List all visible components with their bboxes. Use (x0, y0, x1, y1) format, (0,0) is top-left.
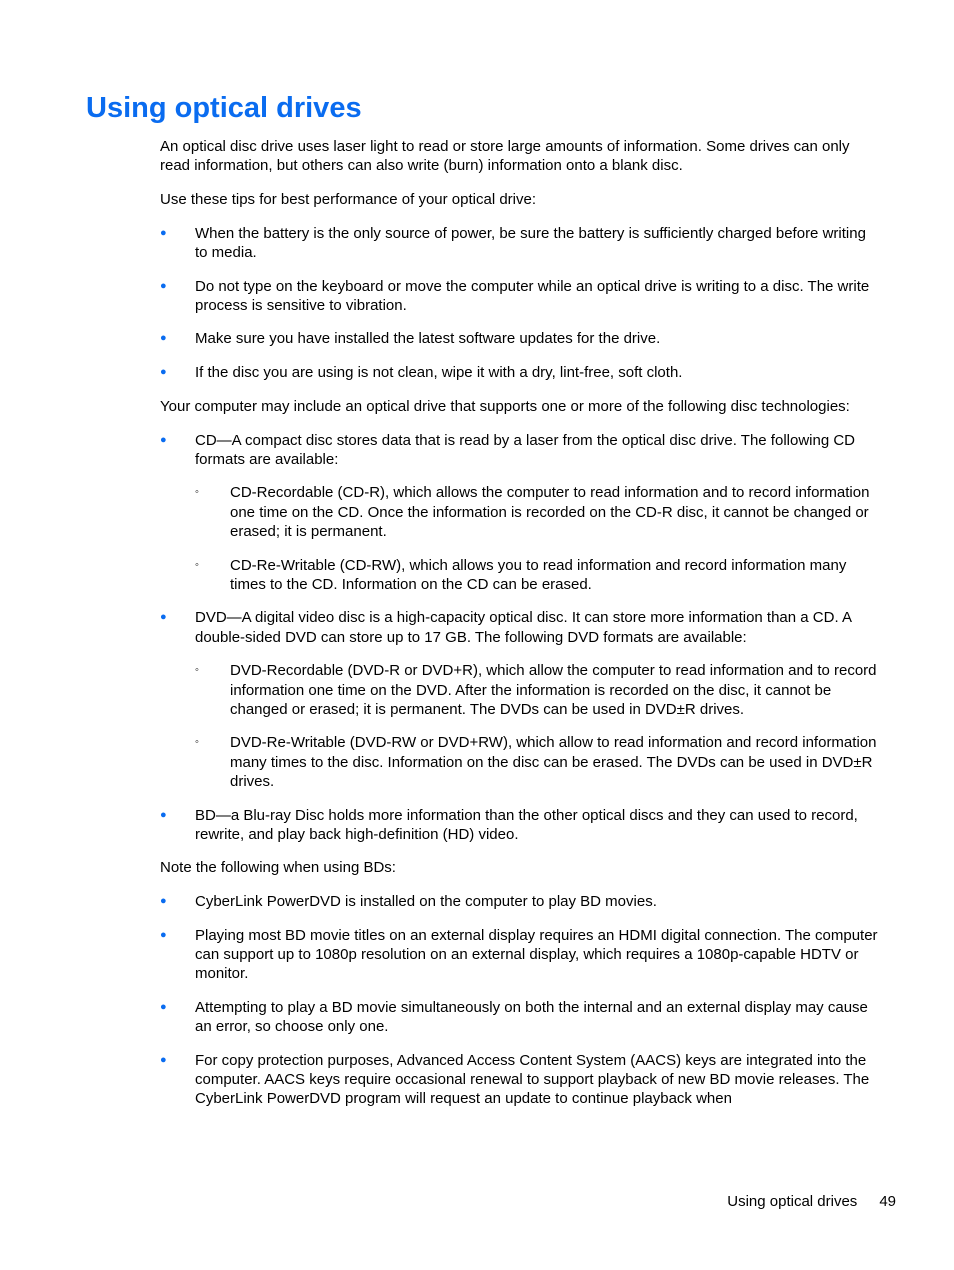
sub-list-item (195, 556, 882, 594)
sub-list-item (195, 733, 882, 791)
list-item-text: DVD—A digital video disc is a high-capacity optical disc. It can store more information than a CD. A double-sided DVD can store up to 17 GB. The following DVD formats are available: (195, 609, 852, 646)
list-item (160, 926, 882, 984)
technologies-intro-paragraph: Your computer may include an optical drive that supports one or more of the following disc technologies: (160, 397, 850, 415)
bullet-icon: ● (160, 226, 167, 239)
bullet-icon: ● (160, 1001, 167, 1013)
list-item-text: BD—a Blu-ray Disc holds more information than the other optical discs and they can used to record, rewrite, and play back high-definition (HD) video. (195, 806, 858, 843)
sub-bullet-icon: ◦ (195, 736, 199, 749)
list-item-text: CyberLink PowerDVD is installed on the computer to play BD movies. (195, 893, 657, 911)
bullet-icon: ● (160, 611, 167, 624)
list-item-text: Playing most BD movie titles on an external display requires an HDMI digital connection. The computer can support up to 1080p resolution on an external display, which requires a 1080p-capable HDTV or monitor. (195, 926, 878, 983)
list-item-text: Make sure you have installed the latest software updates for the drive. (195, 330, 661, 348)
technologies-list (160, 431, 882, 844)
dvd-formats-list (195, 661, 882, 791)
list-item-text: Do not type on the keyboard or move the computer while an optical drive is writing to a disc. The write process is sensitive to vibration. (195, 277, 870, 314)
bullet-icon: ● (160, 1053, 167, 1066)
list-item-bd (160, 806, 882, 844)
list-item (160, 329, 882, 348)
list-item-text: Attempting to play a BD movie simultaneously on both the internal and an external display may cause an error, so choose only one. (195, 999, 868, 1036)
bullet-icon: ● (160, 366, 167, 379)
sub-bullet-icon: ◦ (195, 486, 199, 499)
sub-list-item-text: CD-Re-Writable (CD-RW), which allows you to read information and record information many times to the CD. Information on the CD can be erased. (230, 556, 847, 593)
list-item (160, 224, 882, 262)
bullet-icon: ● (160, 928, 167, 941)
bullet-icon: ● (160, 895, 167, 908)
bullet-icon: ● (160, 332, 167, 345)
page-title: Using optical drives (86, 92, 362, 124)
list-item-text: When the battery is the only source of power, be sure the battery is sufficiently charged before writing to media. (195, 224, 866, 261)
list-item-text: For copy protection purposes, Advanced Access Content System (AACS) keys are integrated into the computer. AACS keys require occasional renewal to support playback of new BD movie releases. The CyberLink PowerDVD program will request an update to continue playback when (195, 1051, 870, 1108)
list-item (160, 998, 882, 1036)
sub-bullet-icon: ◦ (195, 558, 199, 571)
sub-list-item (195, 661, 882, 719)
bullet-icon: ● (160, 433, 167, 446)
footer-section-title: Using optical drives (727, 1193, 858, 1210)
list-item (160, 277, 882, 315)
intro-paragraph: An optical disc drive uses laser light to read or store large amounts of information. Some drives can only read information, but others can also write (burn) information onto a blank disc. (160, 138, 850, 175)
list-item (160, 892, 882, 911)
list-item (160, 363, 882, 382)
bullet-icon: ● (160, 279, 167, 292)
page-content (160, 137, 882, 1123)
list-item-text: CD—A compact disc stores data that is read by a laser from the optical disc drive. The following CD formats are available: (195, 431, 856, 468)
cd-formats-list (195, 483, 882, 594)
sub-list-item (195, 483, 882, 541)
sub-list-item-text: CD-Recordable (CD-R), which allows the computer to read information and to record information one time on the CD. Once the information is recorded on the CD-R disc, it cannot be changed or erased; it is permanent. (230, 484, 870, 540)
page-number: 49 (879, 1193, 896, 1210)
page-footer (727, 1192, 896, 1211)
bd-notes-list (160, 892, 882, 1108)
bd-notes-intro-paragraph: Note the following when using BDs: (160, 859, 396, 877)
bullet-icon: ● (160, 808, 167, 821)
list-item-text: If the disc you are using is not clean, wipe it with a dry, lint-free, soft cloth. (195, 364, 683, 382)
sub-list-item-text: DVD-Recordable (DVD-R or DVD+R), which allow the computer to read information and to record information one time on the DVD. After the information is recorded on the disc, it cannot be changed or erased; it is permanent. The DVDs can be used in DVD±R drives. (230, 662, 877, 718)
tips-intro-paragraph: Use these tips for best performance of your optical drive: (160, 190, 537, 208)
sub-bullet-icon: ◦ (195, 664, 199, 677)
tips-list (160, 224, 882, 383)
list-item-dvd (160, 608, 882, 791)
list-item-cd (160, 431, 882, 594)
sub-list-item-text: DVD-Re-Writable (DVD-RW or DVD+RW), which allow to read information and record information many times to the disc. Information on the disc can be erased. The DVDs can be used in DVD±R drives. (230, 734, 877, 790)
list-item (160, 1051, 882, 1109)
